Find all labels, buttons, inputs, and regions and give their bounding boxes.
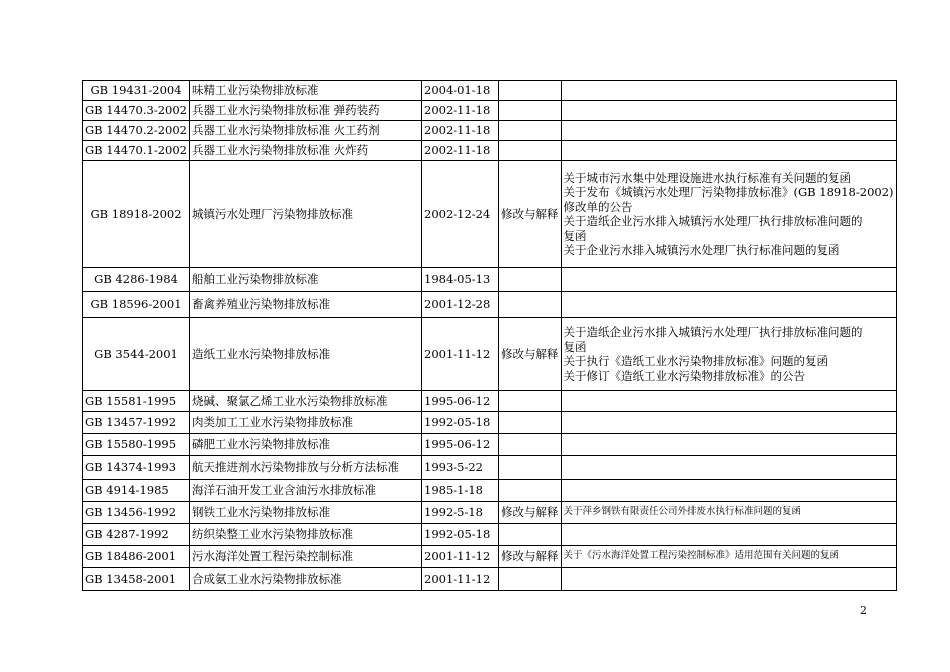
revision-notes xyxy=(561,502,896,524)
standard-code: GB 18596-2001 xyxy=(83,292,190,318)
standard-code: GB 13457-1992 xyxy=(83,412,190,434)
standard-code: GB 14470.3-2002 xyxy=(83,101,190,121)
issue-date: 1992-05-18 xyxy=(422,524,499,546)
standard-code: GB 19431-2004 xyxy=(83,81,190,101)
issue-date: 1995-06-12 xyxy=(422,391,499,412)
revision-type xyxy=(499,121,562,141)
issue-date: 1984-05-13 xyxy=(422,268,499,292)
standard-code: GB 4287-1992 xyxy=(83,524,190,546)
revision-notes xyxy=(561,456,896,480)
table-row xyxy=(83,318,897,391)
revision-type xyxy=(499,141,562,161)
issue-date: 2004-01-18 xyxy=(422,81,499,101)
revision-note-link[interactable]: 修改单的公告 xyxy=(563,199,633,214)
standard-name: 海洋石油开发工业含油污水排放标准 xyxy=(190,480,422,502)
standard-name: 肉类加工工业水污染物排放标准 xyxy=(190,412,422,434)
revision-note-link[interactable]: 关于执行《造纸工业水污染物排放标准》问题的复函 xyxy=(563,354,829,368)
table-row xyxy=(83,121,897,141)
table-row xyxy=(83,292,897,318)
table-row xyxy=(83,502,897,524)
revision-notes xyxy=(561,101,896,121)
revision-notes xyxy=(561,268,896,292)
standard-name: 航天推进剂水污染物排放与分析方法标准 xyxy=(190,456,422,480)
revision-type xyxy=(499,524,562,546)
issue-date: 2001-11-12 xyxy=(422,546,499,568)
revision-type: 修改与解释 xyxy=(499,502,562,524)
table-row xyxy=(83,412,897,434)
table-row xyxy=(83,141,897,161)
issue-date: 1993-5-22 xyxy=(422,456,499,480)
standard-code: GB 15580-1995 xyxy=(83,434,190,456)
revision-notes xyxy=(561,121,896,141)
revision-note-link[interactable]: 关于城市污水集中处理设施进水执行标准有关问题的复函 xyxy=(563,170,852,185)
standard-name: 畜禽养殖业污染物排放标准 xyxy=(190,292,422,318)
revision-type xyxy=(499,456,562,480)
standard-code: GB 14470.1-2002 xyxy=(83,141,190,161)
revision-notes xyxy=(561,546,896,568)
table-row xyxy=(83,81,897,101)
standard-name: 烧碱、聚氯乙烯工业水污染物排放标准 xyxy=(190,391,422,412)
revision-notes xyxy=(561,480,896,502)
standard-name: 污水海洋处置工程污染控制标准 xyxy=(190,546,422,568)
table-row xyxy=(83,434,897,456)
issue-date: 1985-1-18 xyxy=(422,480,499,502)
standard-code: GB 14470.2-2002 xyxy=(83,121,190,141)
standard-code: GB 14374-1993 xyxy=(83,456,190,480)
issue-date: 1992-5-18 xyxy=(422,502,499,524)
standard-name: 造纸工业水污染物排放标准 xyxy=(190,318,422,391)
standard-code: GB 18486-2001 xyxy=(83,546,190,568)
revision-notes xyxy=(561,434,896,456)
revision-type xyxy=(499,480,562,502)
revision-notes xyxy=(561,318,896,391)
revision-type xyxy=(499,434,562,456)
table-row xyxy=(83,161,897,268)
standard-code: GB 13458-2001 xyxy=(83,568,190,591)
revision-notes xyxy=(561,81,896,101)
standard-name: 合成氨工业水污染物排放标准 xyxy=(190,568,422,591)
revision-type: 修改与解释 xyxy=(499,318,562,391)
revision-type: 修改与解释 xyxy=(499,161,562,268)
issue-date: 2001-11-12 xyxy=(422,568,499,591)
standard-name: 城镇污水处理厂污染物排放标准 xyxy=(190,161,422,268)
table-row xyxy=(83,391,897,412)
issue-date: 2002-11-18 xyxy=(422,141,499,161)
revision-notes xyxy=(561,161,896,268)
standard-code: GB 4914-1985 xyxy=(83,480,190,502)
issue-date: 2002-12-24 xyxy=(422,161,499,268)
issue-date: 2001-11-12 xyxy=(422,318,499,391)
revision-type: 修改与解释 xyxy=(499,546,562,568)
table-row xyxy=(83,268,897,292)
revision-note-link[interactable]: 复函 xyxy=(563,228,587,243)
revision-note-link[interactable]: 关于发布《城镇污水处理厂污染物排放标准》(GB 18918-2002) xyxy=(563,185,894,199)
standard-code: GB 13456-1992 xyxy=(83,502,190,524)
revision-notes xyxy=(561,568,896,591)
standard-name: 味精工业污染物排放标准 xyxy=(190,81,422,101)
standard-name: 钢铁工业水污染物排放标准 xyxy=(190,502,422,524)
standards-table xyxy=(82,80,897,591)
revision-notes xyxy=(561,141,896,161)
revision-note-link[interactable]: 关于造纸企业污水排入城镇污水处理厂执行排放标准问题的 xyxy=(563,214,863,228)
revision-notes xyxy=(561,292,896,318)
standard-name: 兵器工业水污染物排放标准 火炸药 xyxy=(190,141,422,161)
standard-name: 磷肥工业水污染物排放标准 xyxy=(190,434,422,456)
table-row xyxy=(83,524,897,546)
table-row xyxy=(83,456,897,480)
page-number: 2 xyxy=(860,604,867,617)
revision-note-link[interactable]: 关于《污水海洋处置工程污染控制标准》适用范围有关问题的复函 xyxy=(563,550,840,562)
standard-code: GB 18918-2002 xyxy=(83,161,190,268)
table-row xyxy=(83,101,897,121)
standards-table-body xyxy=(83,81,897,591)
revision-type xyxy=(499,268,562,292)
table-row xyxy=(83,546,897,568)
standard-name: 船舶工业污染物排放标准 xyxy=(190,268,422,292)
revision-notes xyxy=(561,391,896,412)
issue-date: 2001-12-28 xyxy=(422,292,499,318)
revision-type xyxy=(499,101,562,121)
revision-type xyxy=(499,412,562,434)
issue-date: 1992-05-18 xyxy=(422,412,499,434)
standard-code: GB 4286-1984 xyxy=(83,268,190,292)
revision-note-link[interactable]: 关于企业污水排入城镇污水处理厂执行标准问题的复函 xyxy=(563,243,840,257)
revision-notes xyxy=(561,524,896,546)
issue-date: 2002-11-18 xyxy=(422,101,499,121)
standard-name: 兵器工业水污染物排放标准 弹药装药 xyxy=(190,101,422,121)
standard-code: GB 3544-2001 xyxy=(83,318,190,391)
revision-type xyxy=(499,568,562,591)
revision-type xyxy=(499,81,562,101)
revision-note-link[interactable]: 关于萍乡钢铁有限责任公司外排废水执行标准问题的复函 xyxy=(563,506,802,518)
revision-note-link[interactable]: 关于造纸企业污水排入城镇污水处理厂执行排放标准问题的 xyxy=(563,325,863,339)
revision-note-link[interactable]: 关于修订《造纸工业水污染物排放标准》的公告 xyxy=(563,368,806,383)
revision-type xyxy=(499,292,562,318)
standard-code: GB 15581-1995 xyxy=(83,391,190,412)
table-row xyxy=(83,568,897,591)
revision-note-link[interactable]: 复函 xyxy=(563,339,587,354)
issue-date: 1995-06-12 xyxy=(422,434,499,456)
standard-name: 纺织染整工业水污染物排放标准 xyxy=(190,524,422,546)
table-row xyxy=(83,480,897,502)
standard-name: 兵器工业水污染物排放标准 火工药剂 xyxy=(190,121,422,141)
revision-notes xyxy=(561,412,896,434)
revision-type xyxy=(499,391,562,412)
issue-date: 2002-11-18 xyxy=(422,121,499,141)
